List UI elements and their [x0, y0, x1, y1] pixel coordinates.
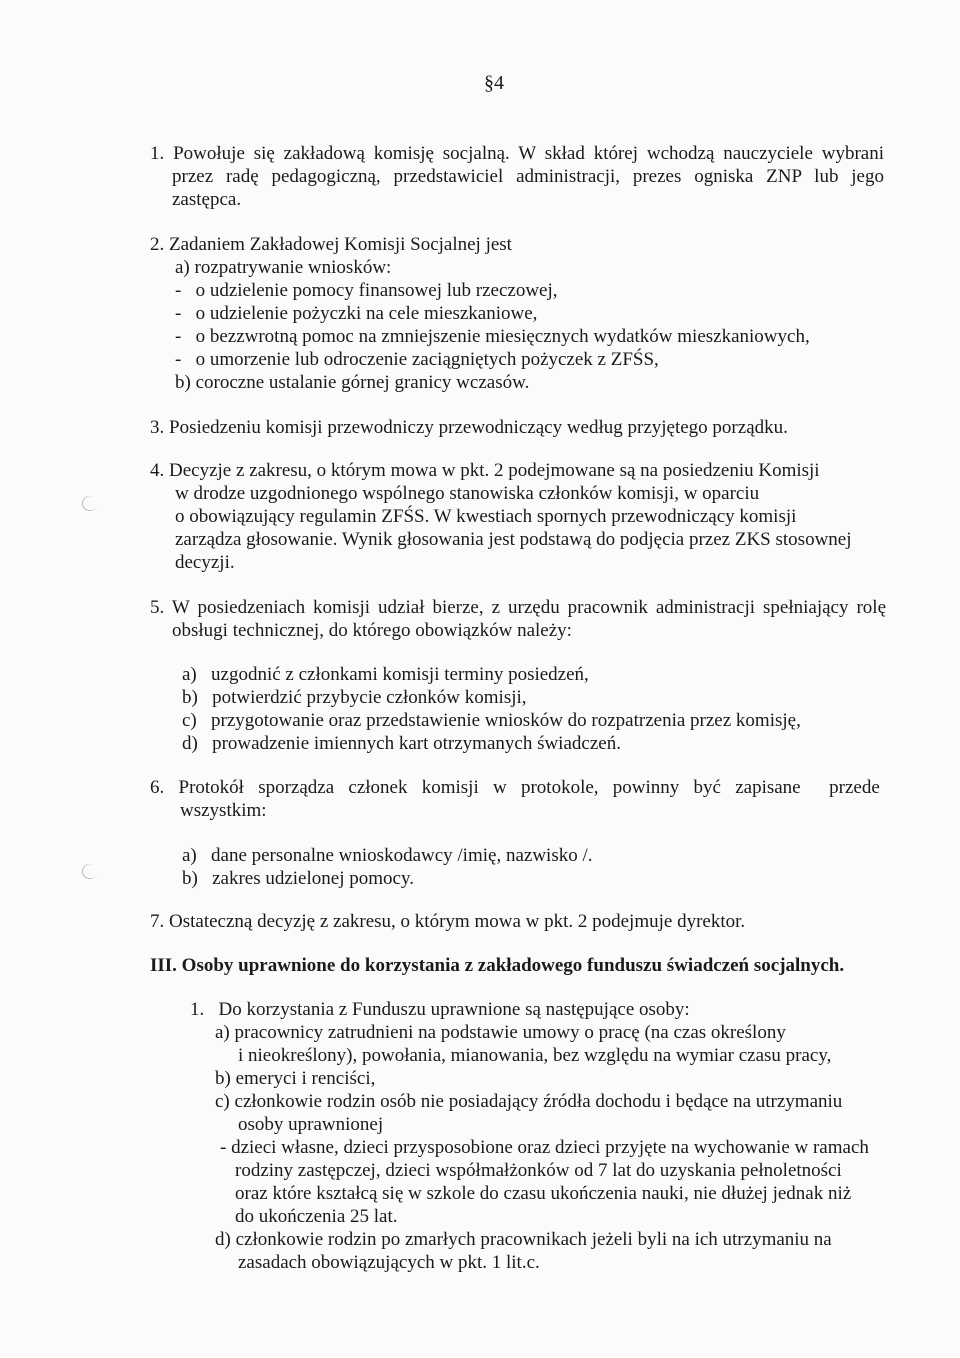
paragraph-5-item: b) potwierdzić przybycie członków komisji, [182, 687, 527, 708]
paragraph-5-line-2: obsługi technicznej, do którego obowiązków należy: [172, 620, 572, 641]
paragraph-1-line-1: 1. Powołuje się zakładową komisję socjalną. W skład której wchodzą nauczyciele wybrani [150, 143, 884, 164]
paragraph-1-line-2: przez radę pedagogiczną, przedstawiciel administracji, prezes ogniska ZNP lub jego [172, 166, 884, 187]
paragraph-5-item: d) prowadzenie imiennych kart otrzymanych świadczeń. [182, 733, 621, 754]
section-3-heading: III. Osoby uprawnione do korzystania z zakładowego funduszu świadczeń socjalnych. [150, 955, 845, 976]
section-marker: §4 [484, 72, 504, 94]
section-3-children-line-4: do ukończenia 25 lat. [235, 1206, 398, 1227]
section-3-item-a-line-2: i nieokreślony), powołania, mianowania, bez względu na wymiar czasu pracy, [238, 1045, 832, 1066]
section-3-item-c-line-1: c) członkowie rodzin osób nie posiadający źródła dochodu i będące na utrzymaniu [215, 1091, 843, 1112]
section-3-children-line-2: rodziny zastępczej, dzieci współmałżonków od 7 lat do uzyskania pełnoletności [235, 1160, 842, 1181]
section-3-item-d-line-2: zasadach obowiązujących w pkt. 1 lit.c. [238, 1252, 540, 1273]
section-3-children-line-3: oraz które kształcą się w szkole do czasu ukończenia nauki, nie dłużej jednak niż [235, 1183, 852, 1204]
paragraph-4-line-2: w drodze uzgodnionego wspólnego stanowiska członków komisji, w oparciu [175, 483, 760, 504]
paragraph-5-line-1: 5. W posiedzeniach komisji udział bierze, z urzędu pracownik administracji spełniający rolę [150, 597, 886, 618]
paragraph-2-a-bullet: - o udzielenie pożyczki na cele mieszkaniowe, [175, 303, 538, 324]
section-3-item-a-line-1: a) pracownicy zatrudnieni na podstawie umowy o pracę (na czas określony [215, 1022, 786, 1043]
section-3-item-1: 1. Do korzystania z Funduszu uprawnione są następujące osoby: [190, 999, 690, 1020]
paragraph-2-heading: 2. Zadaniem Zakładowej Komisji Socjalnej jest [150, 234, 512, 255]
paragraph-5-item: a) uzgodnić z członkami komisji terminy posiedzeń, [182, 664, 589, 685]
paragraph-6-item: a) dane personalne wnioskodawcy /imię, nazwisko /. [182, 845, 593, 866]
paragraph-2-item-a: a) rozpatrywanie wniosków: [175, 257, 392, 278]
section-3-item-d-line-1: d) członkowie rodzin po zmarłych pracownikach jeżeli byli na ich utrzymaniu na [215, 1229, 832, 1250]
paragraph-2-a-bullet: - o umorzenie lub odroczenie zaciągniętych pożyczek z ZFŚS, [175, 349, 659, 370]
paragraph-2-a-bullet: - o bezzwrotną pomoc na zmniejszenie miesięcznych wydatków mieszkaniowych, [175, 326, 810, 347]
section-3-children-line-1: - dzieci własne, dzieci przysposobione oraz dzieci przyjęte na wychowanie w ramach [220, 1137, 869, 1158]
paragraph-6-line-2: wszystkim: [180, 800, 267, 821]
paragraph-4-line-1: 4. Decyzje z zakresu, o którym mowa w pkt. 2 podejmowane są na posiedzeniu Komisji [150, 460, 820, 481]
paragraph-3: 3. Posiedzeniu komisji przewodniczy przewodniczący według przyjętego porządku. [150, 417, 788, 438]
paragraph-4-line-3: o obowiązujący regulamin ZFŚS. W kwestiach spornych przewodniczący komisji [175, 506, 797, 527]
section-3-item-b: b) emeryci i renciści, [215, 1068, 376, 1089]
paragraph-4-line-5: decyzji. [175, 552, 235, 573]
section-3-item-c-line-2: osoby uprawnionej [238, 1114, 384, 1135]
scan-artifact [80, 494, 99, 513]
paragraph-5-item: c) przygotowanie oraz przedstawienie wniosków do rozpatrzenia przez komisję, [182, 710, 801, 731]
paragraph-6-item: b) zakres udzielonej pomocy. [182, 868, 414, 889]
paragraph-2-item-b: b) coroczne ustalanie górnej granicy wczasów. [175, 372, 530, 393]
paragraph-4-line-4: zarządza głosowanie. Wynik głosowania jest podstawą do podjęcia przez ZKS stosownej [175, 529, 852, 550]
paragraph-2-a-bullet: - o udzielenie pomocy finansowej lub rzeczowej, [175, 280, 558, 301]
paragraph-1-line-3: zastępca. [172, 189, 242, 210]
paragraph-6-line-1: 6. Protokół sporządza członek komisji w protokole, powinny być zapisane przede [150, 777, 880, 798]
scan-artifact [80, 862, 99, 881]
paragraph-7: 7. Ostateczną decyzję z zakresu, o którym mowa w pkt. 2 podejmuje dyrektor. [150, 911, 746, 932]
